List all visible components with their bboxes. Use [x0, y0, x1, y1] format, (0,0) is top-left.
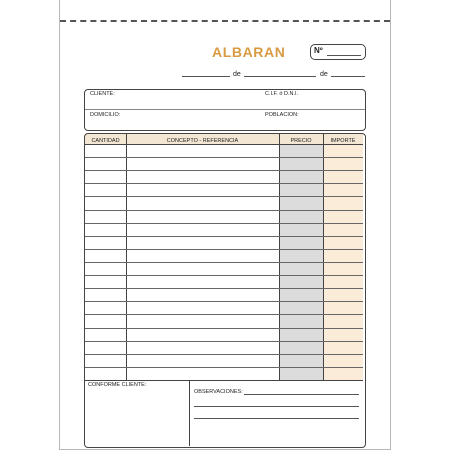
client-box-divider — [85, 109, 365, 110]
date-word-1: de — [233, 71, 241, 78]
date-month-line[interactable] — [244, 76, 316, 77]
table-row-line — [85, 236, 363, 237]
th-cantidad: CANTIDAD — [91, 138, 120, 144]
table-row-line — [85, 223, 363, 224]
table-row-line — [85, 301, 363, 302]
table-row-line — [85, 288, 363, 289]
table-row-line — [85, 367, 363, 368]
town-label: POBLACION: — [265, 112, 299, 118]
table-row-line — [85, 196, 363, 197]
table-row-line — [85, 354, 363, 355]
header-bottom-line — [85, 144, 363, 145]
table-body-bottom-line — [85, 380, 363, 381]
table-row-line — [85, 262, 363, 263]
date-day-line[interactable] — [182, 76, 230, 77]
client-box — [84, 89, 366, 131]
footer-divider — [189, 380, 190, 446]
th-importe: IMPORTE — [330, 138, 356, 144]
table-row-line — [85, 170, 363, 171]
date-word-2: de — [320, 71, 328, 78]
th-precio: PRECIO — [290, 138, 312, 144]
table-row-line — [85, 328, 363, 329]
observations-line-2[interactable] — [194, 406, 359, 407]
observations-label: OBSERVACIONES: — [194, 389, 243, 395]
client-label: CLIENTE: — [90, 91, 115, 97]
form-title: ALBARAN — [212, 44, 286, 60]
table-row-line — [85, 210, 363, 211]
number-label: Nº — [314, 46, 323, 55]
number-field[interactable] — [310, 44, 366, 60]
address-label: DOMICILIO: — [90, 112, 121, 118]
table-row-line — [85, 183, 363, 184]
table-row-line — [85, 341, 363, 342]
observations-line-3[interactable] — [194, 418, 359, 419]
table-row-line — [85, 157, 363, 158]
date-year-line[interactable] — [331, 76, 365, 77]
th-concepto: CONCEPTO - REFERENCIA — [166, 138, 239, 144]
perforation-line — [60, 20, 390, 22]
cif-label: C.I.F. ó D.N.I. — [265, 91, 299, 97]
table-row-line — [85, 314, 363, 315]
table-row-line — [85, 275, 363, 276]
observations-line-1[interactable] — [244, 394, 359, 395]
number-underline — [327, 55, 361, 56]
table-row-line — [85, 249, 363, 250]
conforme-label: CONFORME CLIENTE: — [88, 382, 147, 388]
